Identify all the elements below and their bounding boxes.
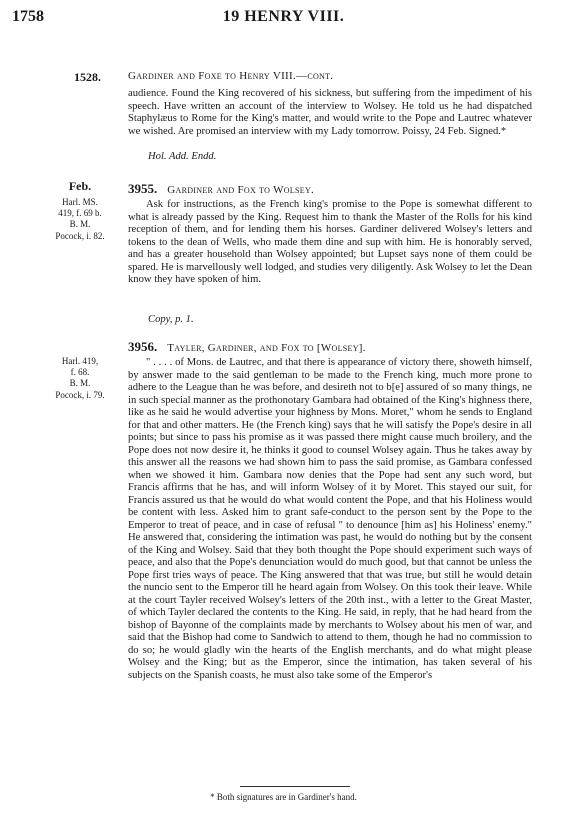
ref-line: Pocock, i. 79.: [55, 390, 105, 400]
footnote: * Both signatures are in Gardiner's hand.: [210, 792, 357, 802]
ref-line: Harl. MS.: [62, 197, 98, 207]
ref-line: B. M.: [69, 378, 91, 388]
ref-line: Harl. 419,: [61, 356, 99, 366]
entry-title: Gardiner and Fox to Wolsey.: [167, 184, 315, 196]
entry-date: Feb.: [68, 179, 92, 193]
entry-source-3955: Copy, p. 1.: [148, 314, 194, 325]
entry-number: 3955.: [128, 181, 158, 196]
entry-body-3956: " . . . . of Mons. de Lautrec, and that there is appearance of victory there, showeth himself, by answer made to the said gentleman to be made to the French king, much more prone to adhere to the League than he was before, and desireth not to b[e] assured of so many things, ne in such special manner as the prothonotary Gambara had obtained of the King's highness there, like as he said he would advertise your highness by Mons. Moret," whom he sends to England for that and other matters. He (the French king) says that he will satisfy the Pope's desire in all points; but since to pass his promise as it was passed there might cause much broilery, and the Pope does not now desire it, he thinks it good to counsel Wolsey again. Thus he takes away by this answer all the reasons we had shown him to pass the said promise, as Gambara confessed when we showed it him. Gambara now denies that the Pope had sent any such word, but Francis affirms that he has, and will inform Wolsey of it by Moret. This stayed our suit, for Francis assured us that he would do what would content the Pope, and that his Holiness would be content with less. Asked him to grant safe-conduct to the person sent by the Pope to the Emperor to treat of peace, and in case of refusal " to denounce [him as] his Holiness' enemy." He answered that, considering the intimation was past, he would do nothing but by the consent of the King and Wolsey. Said that they both thought the Pope should experiment such ways of peace, and also that the Pope's denunciation would do much good, but that cannot be unless the Pope first tries ways of peace. The King answered that that was true, but still he would detain the nuncio sent to the Emperor till he heard again from Wolsey. On this took their leave. While at the court Tayler received Wolsey's letters of the 20th inst., with a letter to the Great Master, of which Tayler declared the contents to the King. He said, in reply, that he had heard from the bishop of Bayonne of the complaints made by merchants to Wolsey about his men of war, and said that the Bishop had come to Sandwich to attend to them, though he had no commission to do so; he would gladly win the hearts of the English merchants, and do what might please Wolsey and the King; but as the Emperor, since the intimation, has taken several of his subjects on the Spanish coasts, he must also take some of the Emperor's: [128, 357, 532, 681]
entry-heading-3956: [128, 339, 532, 355]
ref-line: Pocock, i. 82.: [55, 231, 105, 241]
ref-line: B. M.: [69, 219, 91, 229]
running-head: [0, 8, 567, 30]
entry-title: Tayler, Gardiner, and Fox to [Wolsey].: [167, 342, 366, 354]
page-number: 1758: [12, 8, 44, 25]
year-marker: 1528.: [74, 70, 101, 84]
continued-heading: Gardiner and Foxe to Henry VIII.—cont.: [128, 70, 334, 82]
running-title: 19 HENRY VIII.: [222, 8, 345, 25]
entry-number: 3956.: [128, 339, 158, 354]
ref-line: 419, f. 69 b.: [58, 208, 102, 218]
continued-body: audience. Found the King recovered of his sickness, but suffering from the impediment of his speech. Have written an account of the interview to Wolsey. He told us he had dispatched Staphylæus to Rome for the King's matter, and would write to the Pope and Lautrec whatever we wished. Are promised an interview with my Lady tomorrow. Poissy, 24 Feb. Signed.*: [128, 88, 532, 137]
margin-refs-3956: [40, 356, 120, 401]
margin-refs-3955: [40, 197, 120, 242]
margin-date-3955: [40, 181, 120, 192]
continued-source: Hol. Add. Endd.: [148, 151, 217, 162]
entry-heading-3955: [128, 181, 532, 197]
ref-line: f. 68.: [70, 367, 90, 377]
entry-body-3955: Ask for instructions, as the French king's promise to the Pope is somewhat different to what is already passed by the King. Request him to thank the Master of the Rolls for his kind reception of them, and for lending them his horses. Gardiner delivered Wolsey's letters and tokens to the dean of Wells, who made them dine and sup with him. He is honorably served, and has a greater household than Wolsey appointed; but Lupset says none of them could be spared. He is marvellously well lodged, and studies very diligently. Ask Wolsey to let the Dean know they have spoken of him.: [128, 199, 532, 285]
footnote-rule: [240, 786, 350, 787]
